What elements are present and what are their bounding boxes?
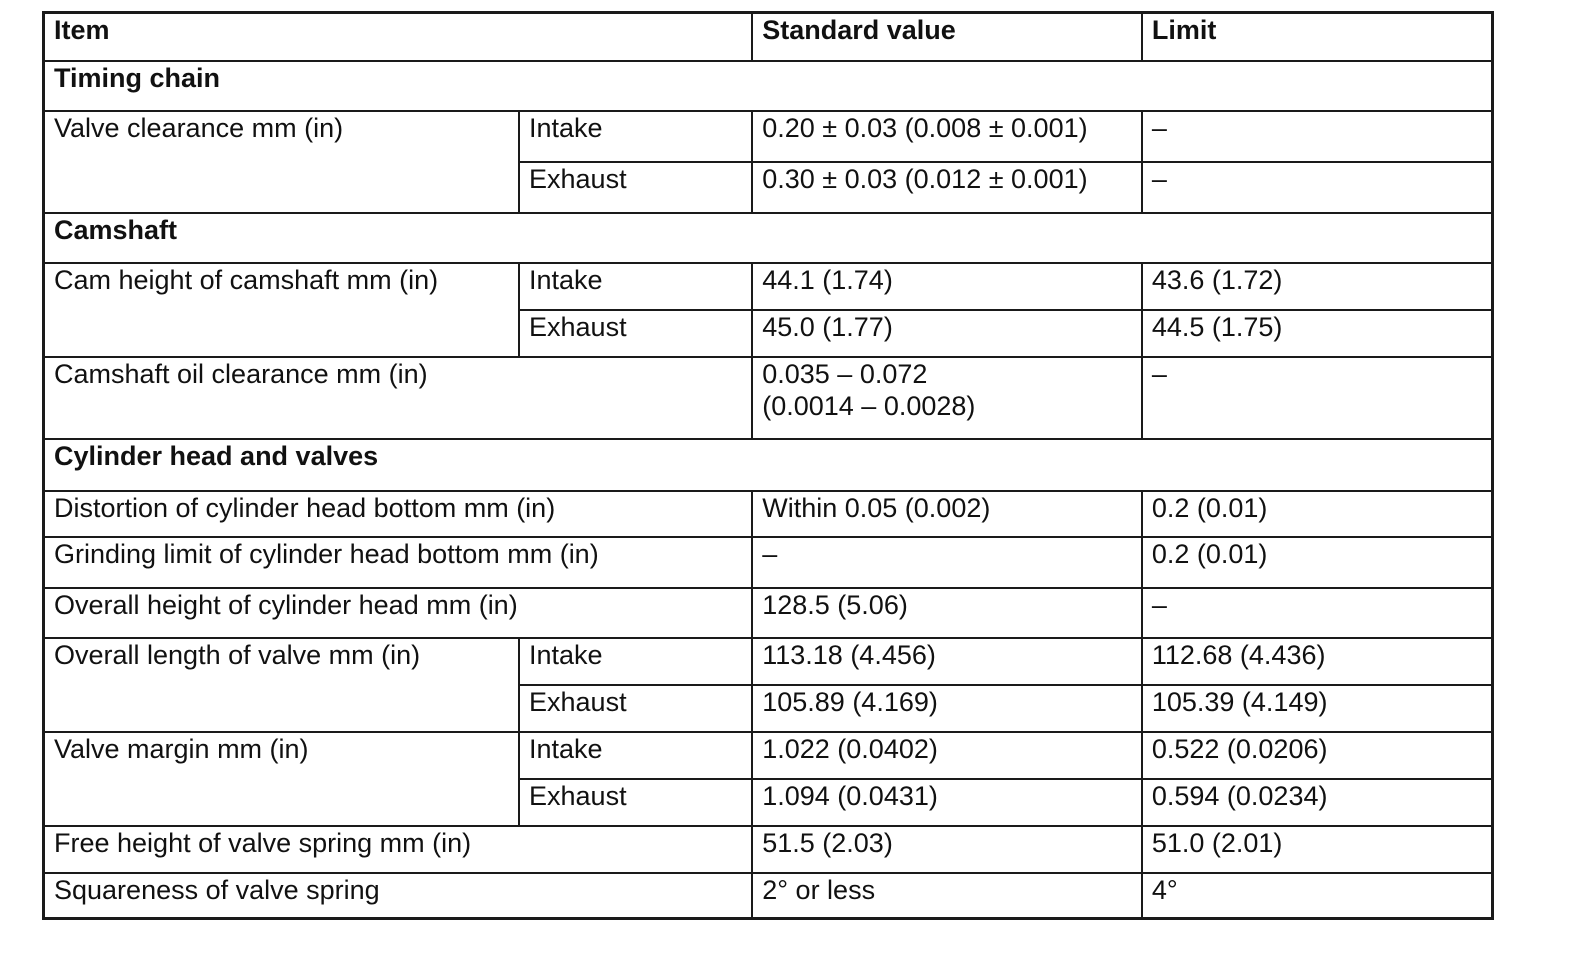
valve-clearance-exhaust-limit: –	[1142, 162, 1493, 213]
grinding-limit-standard: –	[752, 537, 1142, 588]
head-height-standard: 128.5 (5.06)	[752, 588, 1142, 638]
valve-margin-exhaust-label: Exhaust	[519, 779, 752, 826]
spring-squareness-standard: 2° or less	[752, 873, 1142, 919]
camshaft-oil-clearance-label: Camshaft oil clearance mm (in)	[44, 357, 753, 439]
section-cylinder-head: Cylinder head and valves	[44, 439, 1493, 491]
camshaft-oil-clearance-standard-mm: 0.035 – 0.072	[762, 358, 928, 389]
table-row	[44, 638, 1493, 685]
table-row	[44, 263, 1493, 310]
spring-squareness-limit: 4°	[1142, 873, 1493, 919]
valve-length-exhaust-standard: 105.89 (4.169)	[752, 685, 1142, 732]
valve-margin-exhaust-limit: 0.594 (0.0234)	[1142, 779, 1493, 826]
specification-table	[42, 11, 1494, 920]
header-item: Item	[44, 13, 753, 61]
grinding-limit-label: Grinding limit of cylinder head bottom mm (in)	[44, 537, 753, 588]
cam-height-intake-limit: 43.6 (1.72)	[1142, 263, 1493, 310]
spring-height-limit: 51.0 (2.01)	[1142, 826, 1493, 873]
table-row	[44, 111, 1493, 162]
valve-length-label: Overall length of valve mm (in)	[44, 638, 520, 732]
section-timing-chain: Timing chain	[44, 61, 1493, 111]
cam-height-intake-standard: 44.1 (1.74)	[752, 263, 1142, 310]
valve-clearance-intake-limit: –	[1142, 111, 1493, 162]
spring-squareness-label: Squareness of valve spring	[44, 873, 753, 919]
grinding-limit-limit: 0.2 (0.01)	[1142, 537, 1493, 588]
valve-margin-intake-label: Intake	[519, 732, 752, 779]
header-standard-value: Standard value	[752, 13, 1142, 61]
valve-length-exhaust-limit: 105.39 (4.149)	[1142, 685, 1493, 732]
head-distortion-standard: Within 0.05 (0.002)	[752, 491, 1142, 537]
section-camshaft: Camshaft	[44, 213, 1493, 263]
table-row	[44, 873, 1493, 919]
valve-length-exhaust-label: Exhaust	[519, 685, 752, 732]
valve-margin-intake-limit: 0.522 (0.0206)	[1142, 732, 1493, 779]
table-row	[44, 588, 1493, 638]
table-header-row	[44, 13, 1493, 61]
spring-height-standard: 51.5 (2.03)	[752, 826, 1142, 873]
valve-length-intake-limit: 112.68 (4.436)	[1142, 638, 1493, 685]
cam-height-exhaust-label: Exhaust	[519, 310, 752, 357]
valve-clearance-exhaust-label: Exhaust	[519, 162, 752, 213]
valve-margin-label: Valve margin mm (in)	[44, 732, 520, 826]
section-row	[44, 439, 1493, 491]
table-row	[44, 826, 1493, 873]
table-row	[44, 537, 1493, 588]
table-row	[44, 357, 1493, 439]
camshaft-oil-clearance-limit: –	[1142, 357, 1493, 439]
valve-clearance-intake-standard: 0.20 ± 0.03 (0.008 ± 0.001)	[752, 111, 1142, 162]
table-row	[44, 491, 1493, 537]
valve-length-intake-standard: 113.18 (4.456)	[752, 638, 1142, 685]
cam-height-exhaust-limit: 44.5 (1.75)	[1142, 310, 1493, 357]
camshaft-oil-clearance-standard-in: (0.0014 – 0.0028)	[762, 390, 976, 421]
section-row	[44, 61, 1493, 111]
valve-clearance-label: Valve clearance mm (in)	[44, 111, 520, 213]
cam-height-label: Cam height of camshaft mm (in)	[44, 263, 520, 357]
head-height-limit: –	[1142, 588, 1493, 638]
head-distortion-limit: 0.2 (0.01)	[1142, 491, 1493, 537]
cam-height-exhaust-standard: 45.0 (1.77)	[752, 310, 1142, 357]
head-height-label: Overall height of cylinder head mm (in)	[44, 588, 753, 638]
camshaft-oil-clearance-standard	[752, 357, 1142, 439]
valve-clearance-intake-label: Intake	[519, 111, 752, 162]
cam-height-intake-label: Intake	[519, 263, 752, 310]
valve-length-intake-label: Intake	[519, 638, 752, 685]
head-distortion-label: Distortion of cylinder head bottom mm (in)	[44, 491, 753, 537]
section-row	[44, 213, 1493, 263]
valve-margin-intake-standard: 1.022 (0.0402)	[752, 732, 1142, 779]
spring-height-label: Free height of valve spring mm (in)	[44, 826, 753, 873]
valve-margin-exhaust-standard: 1.094 (0.0431)	[752, 779, 1142, 826]
table-row	[44, 732, 1493, 779]
header-limit: Limit	[1142, 13, 1493, 61]
valve-clearance-exhaust-standard: 0.30 ± 0.03 (0.012 ± 0.001)	[752, 162, 1142, 213]
